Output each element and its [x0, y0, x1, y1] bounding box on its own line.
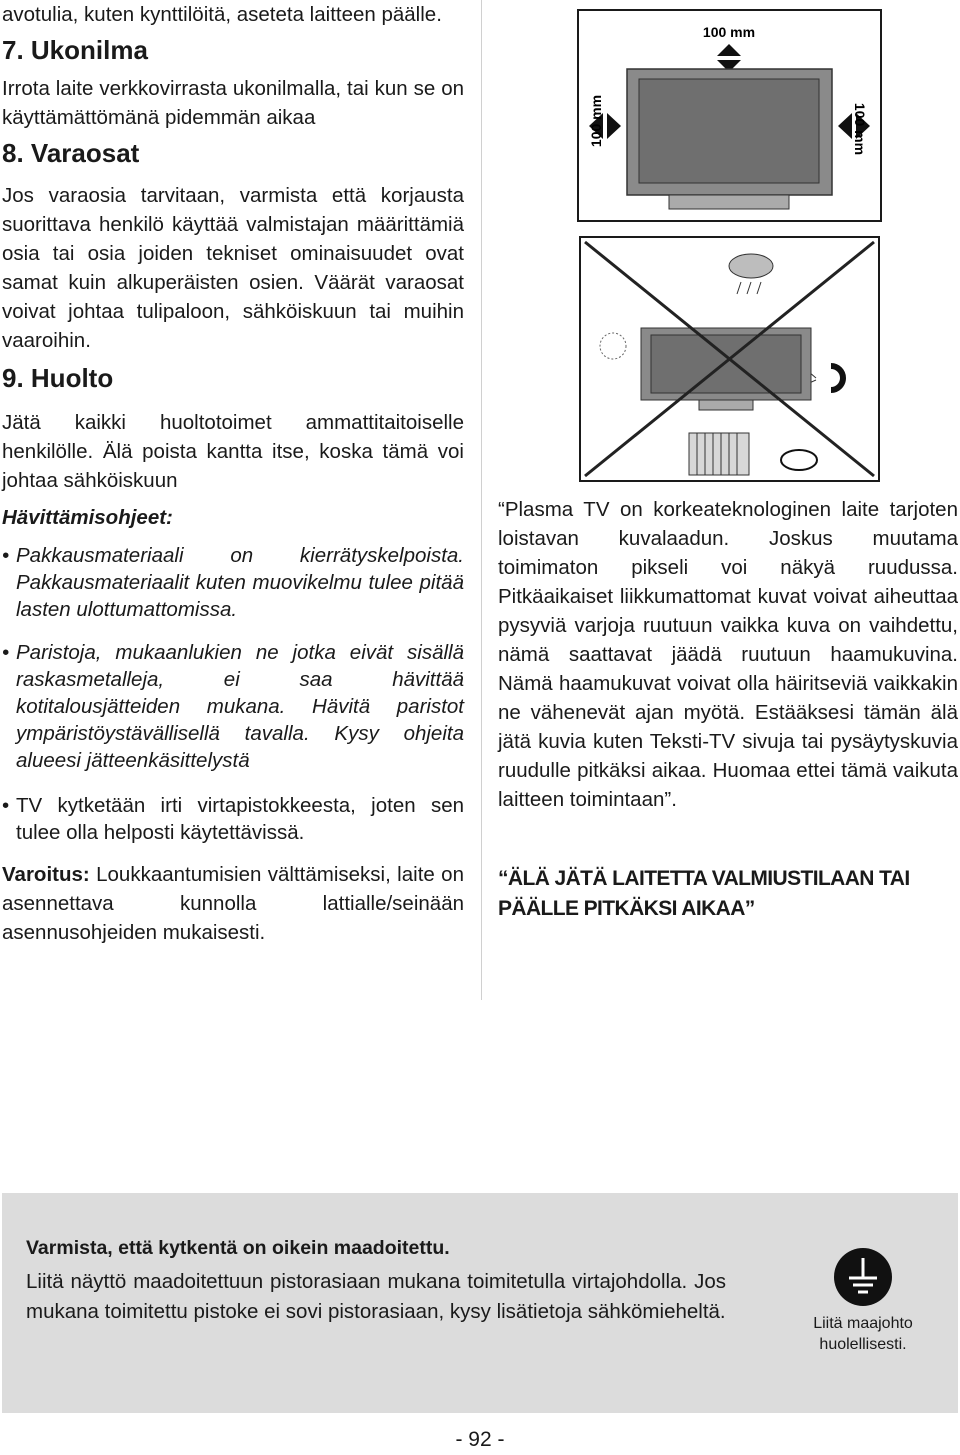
warning-text: Loukkaantumisien välttämiseksi, laite on asennettava kunnolla lattialle/seinään asennusohjeiden mukaisesti.: [2, 863, 464, 944]
clearance-left-label: 100 mm: [588, 94, 604, 148]
arrow-up-icon: [717, 44, 741, 56]
grounding-note-title: Varmista, että kytkentä on oikein maadoitettu.: [26, 1237, 450, 1259]
disposal-heading: Hävittämisohjeet:: [2, 506, 173, 529]
plug-text: TV kytketään irti virtapistokkeesta, joten sen tulee olla helposti käytettävissä.: [16, 794, 464, 844]
tv-stand: [699, 400, 753, 410]
disposal-bullet-packaging: • Pakkausmateriaali on kierrätyskelpoista. Pakkausmateriaalit kuten muovikelmu tulee pitää lasten ulottumattomissa.: [2, 542, 464, 623]
standby-warning: “ÄLÄ JÄTÄ LAITETTA VALMIUSTILAAN TAI PÄÄLLE PITKÄKSI AIKAA”: [498, 867, 910, 920]
grounding-note-text: Liitä näyttö maadoitettuun pistorasiaan mukana toimitetulla virtajohdolla. Jos mukana toimitettu pistoke ei sovi pistorasiaan, kysy lisätietoja sähkömieheltä.: [26, 1270, 726, 1323]
column-divider: [481, 0, 482, 1000]
page-number: - 92 -: [455, 1428, 505, 1451]
tv-stand: [669, 195, 789, 209]
plasma-notice-text: “Plasma TV on korkeateknologinen laite tarjoten loistavan kuvalaadun. Joskus muutama toimimaton pikseli voi näkyä ruudussa. Pitkäaikaiset liikkumattomat kuvat voivat aiheuttaa pysyviä varjoja ruutuun vaikka kuva on vaihdettu, nämä saattavat jäädä ruutuun haamukuvina. Nämä haamukuvat voivat olla häiritseviä vaikkakin ne vähenevät ajan myötä. Estääksesi tämän älä jätä kuvia kuten Teksti-TV sivuja tai pysäytyskuvia ruudulle pitkäksi aikaa. Huomaa ettei tämä vaikuta laitteen toimintaan”.: [498, 498, 958, 811]
disposal-bullet-batteries: • Paristoja, mukaanlukien ne jotka eivät sisällä raskasmetalleja, ei saa hävittää kotitalousjätteiden mukana. Hävitä paristot ympäristöystävällisellä tavalla. Kysy ohjeita alueesi jätteenkäsittelystä: [2, 639, 464, 774]
warning-label: Varoitus:: [2, 863, 90, 886]
tv-clearance-illustration: [579, 11, 880, 220]
radiator-icon: [689, 433, 749, 475]
cloud-icon: [729, 254, 773, 278]
cooking-pot-icon: [781, 450, 817, 470]
grounding-note-box: [2, 1193, 958, 1413]
clearance-top-label: 100 mm: [702, 24, 756, 40]
section-7-text: Irrota laite verkkovirrasta ukonilmalla, tai kun se on käyttämättömänä pidemmän aikaa: [2, 77, 464, 129]
ground-icon-caption: Liitä maajohto huolellisesti.: [813, 1315, 913, 1353]
intro-text: avotulia, kuten kynttilöitä, aseteta laitteen päälle.: [2, 3, 442, 26]
section-7-heading: 7. Ukonilma: [2, 35, 148, 65]
prohibited-conditions-illustration: [581, 238, 878, 480]
tv-screen: [651, 335, 801, 393]
right-column: [498, 495, 958, 945]
prohibited-conditions-figure: [579, 236, 880, 482]
ground-icon: [834, 1248, 892, 1306]
section-8-text: Jos varaosia tarvitaan, varmista että korjausta suorittava henkilö käyttää valmistajan määrittämiä osia tai osia joiden tekniset ominaisuudet ovat samat kuin alkuperäisten osien. Väärät varaosat voivat johtaa tulipaloon, sähköiskuun tai muihin vaaroihin.: [2, 184, 464, 352]
warning-paragraph: [2, 860, 464, 947]
section-8-heading: 8. Varaosat: [2, 138, 140, 168]
arrow-right-icon: [607, 113, 621, 139]
magnet-icon: [831, 366, 843, 390]
section-9-text: Jätä kaikki huoltotoimet ammattitaitoiselle henkilölle. Älä poista kantta itse, koska tämä voi johtaa sähköiskuun: [2, 411, 464, 492]
tv-screen: [639, 79, 819, 183]
clearance-right-label: 100 mm: [852, 102, 868, 156]
section-9-heading: 9. Huolto: [2, 363, 114, 393]
disposal-bullet-plug: [2, 792, 464, 846]
clearance-figure: [577, 9, 882, 222]
arrow-left-icon: [838, 113, 852, 139]
left-column: [2, 0, 464, 947]
sun-icon: [600, 333, 626, 359]
